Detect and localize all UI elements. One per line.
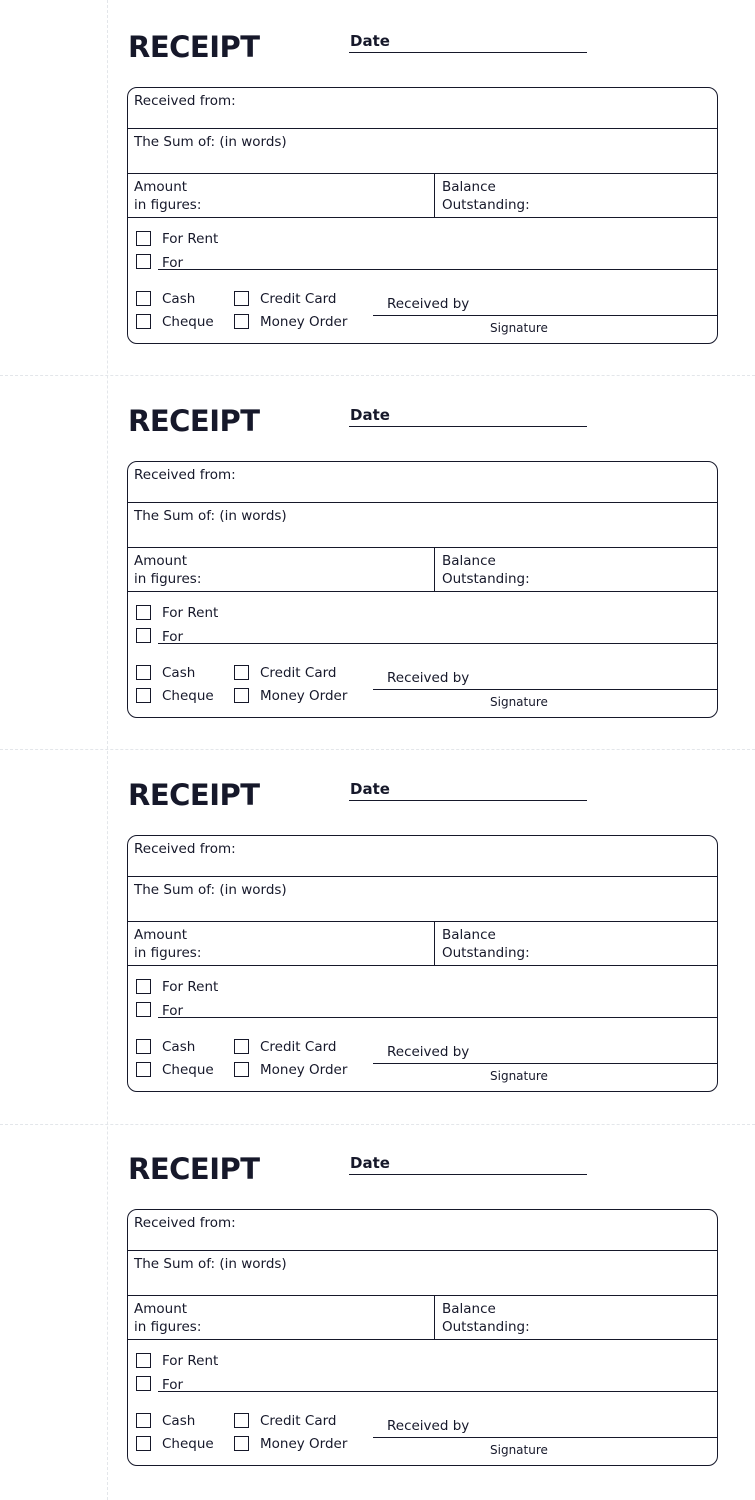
cheque-checkbox[interactable] (136, 1062, 151, 1077)
divider (128, 502, 717, 503)
credit-card-label: Credit Card (260, 665, 337, 681)
for-checkbox[interactable] (136, 1002, 151, 1017)
for-label: For (162, 629, 184, 645)
divider (434, 173, 435, 217)
money-order-checkbox[interactable] (234, 1436, 249, 1451)
receipt-form (0, 374, 755, 748)
receipt-form (0, 0, 755, 374)
receipt-form (0, 1122, 755, 1496)
signature-line[interactable] (373, 1063, 717, 1064)
date-label: Date (350, 32, 390, 50)
balance-label: Balance (442, 1301, 496, 1317)
signature-label: Signature (490, 1443, 548, 1457)
money-order-checkbox[interactable] (234, 314, 249, 329)
divider (128, 876, 717, 877)
signature-label: Signature (490, 695, 548, 709)
date-label: Date (350, 406, 390, 424)
receipt-frame (127, 87, 718, 344)
cash-checkbox[interactable] (136, 665, 151, 680)
receipt-frame (127, 1209, 718, 1466)
balance-label-line-2: Outstanding: (442, 945, 530, 961)
for-label: For (162, 1377, 184, 1393)
divider (128, 1295, 717, 1296)
credit-card-label: Credit Card (260, 1413, 337, 1429)
for-rent-checkbox[interactable] (136, 231, 151, 246)
cash-label: Cash (162, 665, 196, 681)
cheque-checkbox[interactable] (136, 688, 151, 703)
money-order-label: Money Order (260, 314, 348, 330)
sum-in-words-label: The Sum of: (in words) (134, 508, 287, 524)
cash-checkbox[interactable] (136, 291, 151, 306)
amount-label-line-2: in figures: (134, 1319, 202, 1335)
amount-label: Amount (134, 553, 188, 569)
cheque-label: Cheque (162, 1436, 214, 1452)
divider (434, 547, 435, 591)
date-label: Date (350, 780, 390, 798)
divider (128, 128, 717, 129)
received-by-label: Received by (387, 670, 470, 686)
for-label: For (162, 1003, 184, 1019)
balance-label: Balance (442, 179, 496, 195)
divider (128, 217, 717, 218)
receipt-frame (127, 835, 718, 1092)
cash-label: Cash (162, 1039, 196, 1055)
for-line[interactable] (158, 269, 717, 270)
divider (128, 547, 717, 548)
received-by-label: Received by (387, 1044, 470, 1060)
balance-label: Balance (442, 553, 496, 569)
for-checkbox[interactable] (136, 1376, 151, 1391)
credit-card-checkbox[interactable] (234, 1039, 249, 1054)
signature-label: Signature (490, 321, 548, 335)
received-from-label: Received from: (134, 467, 236, 483)
cheque-label: Cheque (162, 314, 214, 330)
money-order-label: Money Order (260, 1436, 348, 1452)
date-label: Date (350, 1154, 390, 1172)
for-line[interactable] (158, 1017, 717, 1018)
received-by-label: Received by (387, 1418, 470, 1434)
divider (128, 173, 717, 174)
date-field[interactable] (349, 800, 587, 801)
signature-line[interactable] (373, 689, 717, 690)
money-order-checkbox[interactable] (234, 688, 249, 703)
divider (434, 1295, 435, 1339)
divider (128, 921, 717, 922)
credit-card-checkbox[interactable] (234, 1413, 249, 1428)
receipt-title: RECEIPT (128, 1152, 260, 1186)
date-field[interactable] (349, 426, 587, 427)
for-checkbox[interactable] (136, 628, 151, 643)
sum-in-words-label: The Sum of: (in words) (134, 1256, 287, 1272)
date-field[interactable] (349, 52, 587, 53)
credit-card-label: Credit Card (260, 1039, 337, 1055)
amount-label: Amount (134, 179, 188, 195)
divider (128, 1339, 717, 1340)
balance-label-line-2: Outstanding: (442, 571, 530, 587)
cheque-label: Cheque (162, 1062, 214, 1078)
sum-in-words-label: The Sum of: (in words) (134, 134, 287, 150)
credit-card-checkbox[interactable] (234, 291, 249, 306)
amount-label-line-2: in figures: (134, 197, 202, 213)
divider (128, 591, 717, 592)
divider (128, 965, 717, 966)
signature-line[interactable] (373, 315, 717, 316)
credit-card-checkbox[interactable] (234, 665, 249, 680)
receipt-title: RECEIPT (128, 404, 260, 438)
receipt-frame (127, 461, 718, 718)
date-field[interactable] (349, 1174, 587, 1175)
for-rent-label: For Rent (162, 605, 219, 621)
for-checkbox[interactable] (136, 254, 151, 269)
balance-label-line-2: Outstanding: (442, 197, 530, 213)
for-rent-label: For Rent (162, 1353, 219, 1369)
receipt-form (0, 748, 755, 1122)
amount-label-line-2: in figures: (134, 945, 202, 961)
receipt-title: RECEIPT (128, 778, 260, 812)
money-order-label: Money Order (260, 688, 348, 704)
amount-label: Amount (134, 1301, 188, 1317)
amount-label-line-2: in figures: (134, 571, 202, 587)
for-rent-label: For Rent (162, 979, 219, 995)
for-line[interactable] (158, 643, 717, 644)
credit-card-label: Credit Card (260, 291, 337, 307)
cash-checkbox[interactable] (136, 1413, 151, 1428)
for-rent-checkbox[interactable] (136, 979, 151, 994)
for-rent-checkbox[interactable] (136, 605, 151, 620)
for-rent-checkbox[interactable] (136, 1353, 151, 1368)
money-order-checkbox[interactable] (234, 1062, 249, 1077)
divider (128, 1250, 717, 1251)
for-line[interactable] (158, 1391, 717, 1392)
for-rent-label: For Rent (162, 231, 219, 247)
cheque-checkbox[interactable] (136, 1436, 151, 1451)
cash-label: Cash (162, 1413, 196, 1429)
money-order-label: Money Order (260, 1062, 348, 1078)
cash-checkbox[interactable] (136, 1039, 151, 1054)
divider (434, 921, 435, 965)
received-from-label: Received from: (134, 841, 236, 857)
received-from-label: Received from: (134, 1215, 236, 1231)
balance-label: Balance (442, 927, 496, 943)
signature-label: Signature (490, 1069, 548, 1083)
receipt-title: RECEIPT (128, 30, 260, 64)
cheque-label: Cheque (162, 688, 214, 704)
cheque-checkbox[interactable] (136, 314, 151, 329)
received-by-label: Received by (387, 296, 470, 312)
received-from-label: Received from: (134, 93, 236, 109)
for-label: For (162, 255, 184, 271)
cash-label: Cash (162, 291, 196, 307)
sum-in-words-label: The Sum of: (in words) (134, 882, 287, 898)
amount-label: Amount (134, 927, 188, 943)
balance-label-line-2: Outstanding: (442, 1319, 530, 1335)
signature-line[interactable] (373, 1437, 717, 1438)
